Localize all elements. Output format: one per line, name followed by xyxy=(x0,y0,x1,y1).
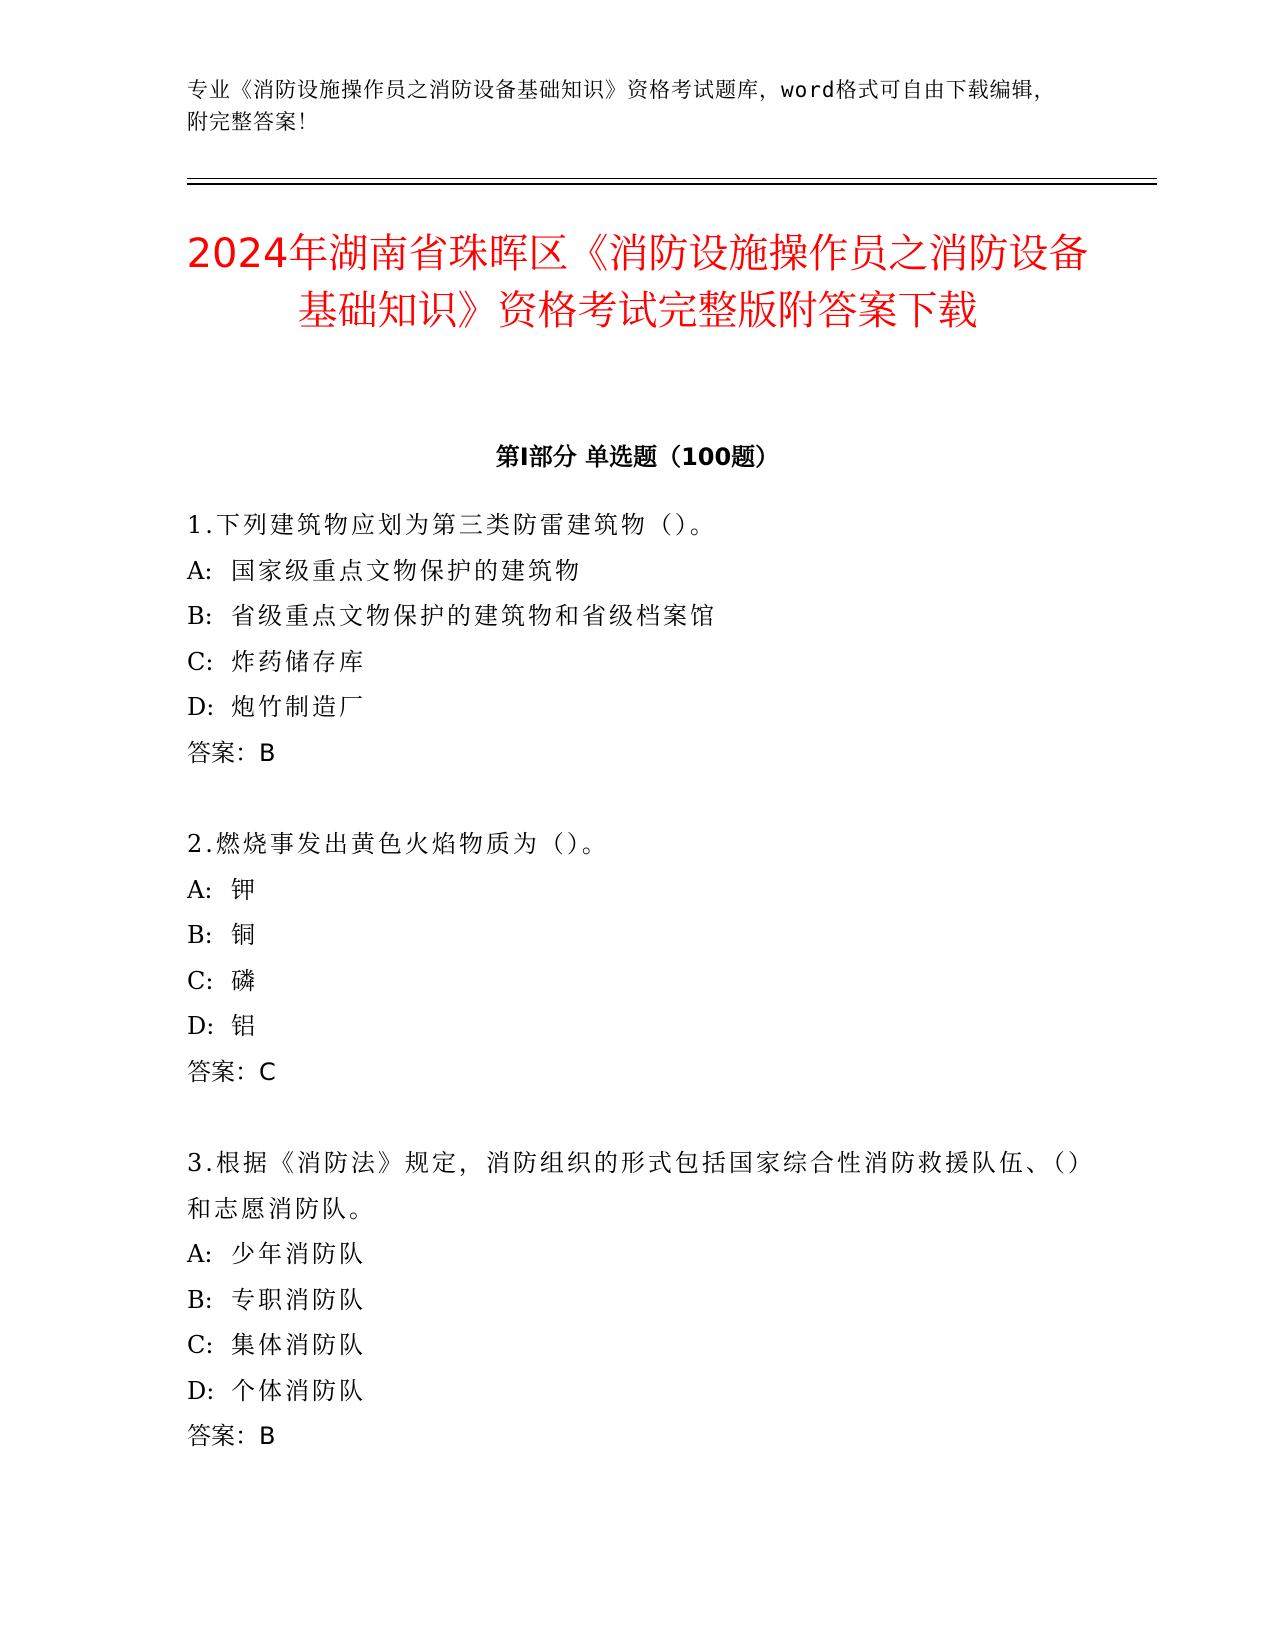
question-text: 2.燃烧事发出黄色火焰物质为（）。 xyxy=(187,830,609,858)
option-a xyxy=(187,549,1087,595)
option-c xyxy=(187,959,1087,1005)
question-text: 1.下列建筑物应划为第三类防雷建筑物（）。 xyxy=(187,511,717,539)
option-letter: A: xyxy=(187,875,213,904)
option-text: 炸药储存库 xyxy=(231,647,366,676)
option-a xyxy=(187,1232,1087,1278)
option-text: 炮竹制造厂 xyxy=(231,693,366,721)
option-a xyxy=(187,868,1087,914)
question-2 xyxy=(187,822,1087,1095)
option-d xyxy=(187,1369,1087,1415)
option-letter: C: xyxy=(187,647,214,676)
option-text: 钾 xyxy=(231,875,258,904)
option-text: 个体消防队 xyxy=(231,1376,366,1405)
option-text: 国家级重点文物保护的建筑物 xyxy=(231,556,582,585)
option-text: 少年消防队 xyxy=(231,1240,366,1268)
option-text: 省级重点文物保护的建筑物和省级档案馆 xyxy=(231,602,717,630)
option-b xyxy=(187,913,1087,959)
document-title: 2024年湖南省珠晖区《消防设施操作员之消防设备基础知识》资格考试完整版附答案下载 xyxy=(186,231,1089,334)
option-letter: C: xyxy=(187,966,214,995)
header-note: 专业《消防设施操作员之消防设备基础知识》资格考试题库，word格式可自由下载编辑，附完整答案！ xyxy=(187,78,1056,134)
option-text: 专职消防队 xyxy=(231,1285,366,1314)
section-title: 第Ⅰ部分 单选题（100题） xyxy=(495,443,780,471)
option-text: 磷 xyxy=(231,966,258,995)
option-text: 集体消防队 xyxy=(231,1331,366,1359)
option-b xyxy=(187,1278,1087,1324)
question-1 xyxy=(187,503,1087,776)
option-letter: A: xyxy=(187,1240,213,1268)
question-3 xyxy=(187,1141,1087,1460)
option-d xyxy=(187,1004,1087,1050)
option-letter: D: xyxy=(187,693,215,721)
option-letter: B: xyxy=(187,602,213,630)
option-letter: B: xyxy=(187,1285,213,1314)
option-letter: B: xyxy=(187,921,213,949)
answer: 答案：C xyxy=(187,1057,276,1086)
answer: 答案：B xyxy=(187,738,276,767)
option-d xyxy=(187,685,1087,731)
option-letter: D: xyxy=(187,1376,215,1405)
option-c xyxy=(187,1323,1087,1369)
option-text: 铝 xyxy=(231,1012,258,1040)
option-letter: C: xyxy=(187,1331,214,1359)
question-text: 3.根据《消防法》规定，消防组织的形式包括国家综合性消防救援队伍、（）和志愿消防队。 xyxy=(187,1149,1083,1223)
option-b xyxy=(187,594,1087,640)
answer: 答案：B xyxy=(187,1422,276,1450)
header-divider-thin xyxy=(187,178,1157,179)
option-letter: D: xyxy=(187,1012,215,1040)
option-c xyxy=(187,640,1087,686)
option-letter: A: xyxy=(187,556,213,585)
header-divider-thick xyxy=(187,183,1157,185)
option-text: 铜 xyxy=(231,921,258,949)
